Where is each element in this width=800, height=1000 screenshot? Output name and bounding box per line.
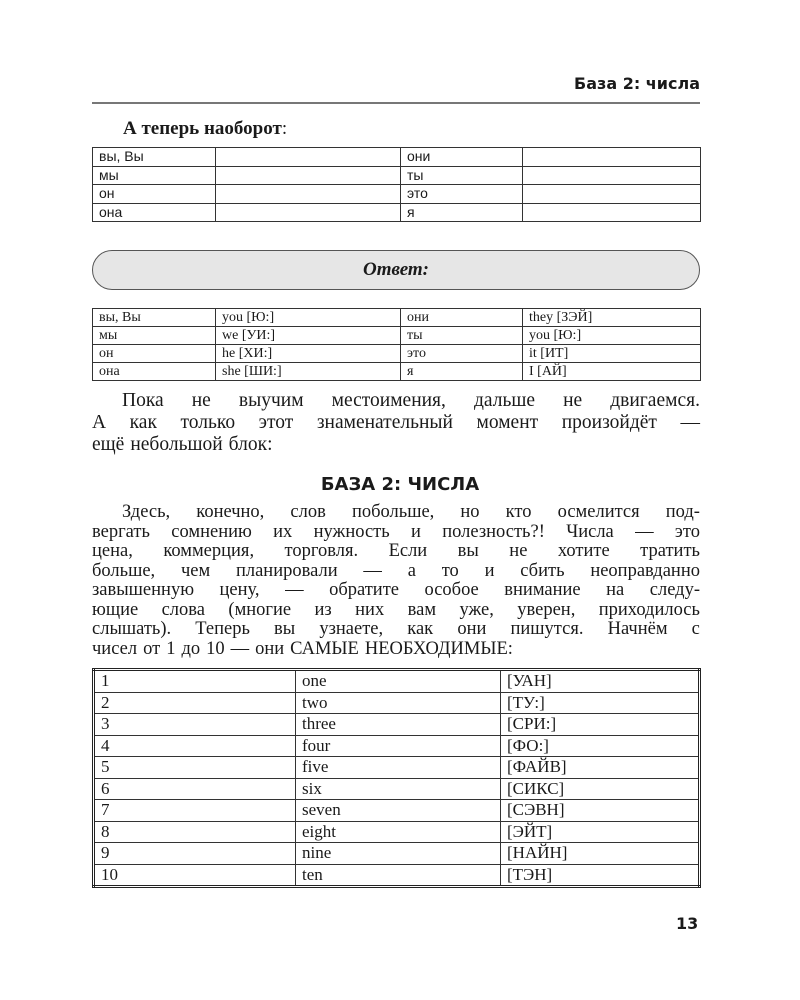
word: чисел [92,638,138,659]
table-cell: вы, Вы [93,148,216,167]
exercise-title [123,118,287,140]
table-cell: seven [296,800,501,822]
paragraph-1 [92,390,700,456]
word: момент [476,412,539,433]
word: как [407,619,434,639]
word: знаменательный [316,412,453,433]
word: от [143,638,161,659]
word: нужность [313,521,390,542]
table-row [94,670,700,693]
blank-cell [216,148,401,167]
word: — [285,580,304,600]
table-cell: five [296,757,501,779]
table-row [94,778,700,800]
word: на [606,580,625,600]
table-cell: она [93,363,216,381]
word: А [92,412,107,433]
word: не [509,541,528,561]
word: сбить [520,560,565,581]
table-row [94,864,700,887]
text-line [92,562,700,582]
word: вы [274,619,296,639]
table-cell: she [ШИ:] [216,363,401,381]
table-row [94,757,700,779]
blank-cell [523,185,701,204]
section-heading: БАЗА 2: ЧИСЛА [320,474,480,495]
word: — [635,521,654,542]
table-cell: 1 [94,670,296,693]
blank-cell [523,203,701,222]
table-cell: they [ЗЭЙ] [523,309,701,327]
word: особое [424,580,479,600]
word: и [484,560,495,581]
table-cell: 5 [94,757,296,779]
word: кто [505,502,532,522]
header-rule [92,102,700,104]
table-cell: [НАЙН] [501,843,700,865]
word: полезность?! [442,521,545,542]
table-row [94,735,700,757]
page-number: 13 [676,914,699,933]
exercise-title-text: А теперь наоборот [123,118,282,139]
table-cell: это [401,185,523,204]
table-cell: 2 [94,692,296,714]
table-cell: 6 [94,778,296,800]
table-cell: it [ИТ] [523,345,701,363]
table-cell: [СЭВН] [501,800,700,822]
table-row [93,203,701,222]
word: выучим [238,390,304,411]
table-cell: [УАН] [501,670,700,693]
text-line [92,581,700,601]
word: уверен, [517,599,576,620]
word: вергать [92,521,150,542]
table-row [94,714,700,736]
blank-cell [523,166,701,185]
word: их [273,521,293,542]
word: цену, [219,580,260,600]
word: вы [457,541,479,561]
word: как [129,412,157,433]
table-cell: 3 [94,714,296,736]
word: это [674,521,700,542]
word: торговля. [284,541,359,561]
table-row [94,692,700,714]
word: местоимения, [331,390,446,411]
word: неоправданно [590,560,700,581]
word: Теперь [195,619,250,639]
word: небольшой [130,434,223,455]
table-cell: six [296,778,501,800]
table-cell: я [401,363,523,381]
table-row [93,327,701,345]
word: планировали [235,560,338,581]
word: с [691,619,700,639]
table-cell: 7 [94,800,296,822]
table-cell: four [296,735,501,757]
table-cell: 4 [94,735,296,757]
blank-cell [216,203,401,222]
table-cell: мы [93,327,216,345]
table-cell: [СРИ:] [501,714,700,736]
word: завышенную [92,580,195,600]
table-cell: они [401,309,523,327]
word: двигаемся. [610,390,700,411]
word: не [563,390,583,411]
text-line [92,620,700,640]
table-cell: ты [401,166,523,185]
word: — [363,560,382,581]
word: из [314,599,332,620]
word: 1 [166,638,176,659]
word: коммерция, [163,541,255,561]
word: обратите [329,580,399,600]
word: только [180,412,236,433]
word: ещё [92,434,125,455]
word: Пока [122,390,164,411]
table-row [94,843,700,865]
table-cell: you [Ю:] [216,309,401,327]
word: сомнению [171,521,252,542]
table-cell: 8 [94,821,296,843]
word: НЕОБХОДИМЫЕ: [364,638,513,659]
blank-cell [216,166,401,185]
table-row [93,345,701,363]
table-cell: [ФАЙВ] [501,757,700,779]
word: вам [407,599,437,620]
table-cell: вы, Вы [93,309,216,327]
table-row [93,185,701,204]
word: ющие [92,599,139,620]
table-cell: one [296,670,501,693]
word: чем [180,560,211,581]
blank-cell [216,185,401,204]
table-cell: nine [296,843,501,865]
numbers-table [92,668,701,888]
word: внимание [504,580,581,600]
word: слова [161,599,205,620]
word: Если [388,541,428,561]
word: Здесь, [122,502,171,522]
word: осмелится [557,502,640,522]
word: произойдёт [561,412,657,433]
table-row [93,363,701,381]
word: (многие [228,599,292,620]
exercise-table [92,147,701,222]
word: узнаете, [319,619,384,639]
table-cell: [ЭЙТ] [501,821,700,843]
word: они [457,619,487,639]
table-cell: ten [296,864,501,887]
word: приходилось [598,599,700,620]
word: хотите [557,541,610,561]
word: цена, [92,541,133,561]
word: они [255,638,285,659]
table-cell: two [296,692,501,714]
text-line [92,523,700,543]
table-cell: мы [93,166,216,185]
text-line [92,412,700,434]
table-row [93,309,701,327]
table-cell: you [Ю:] [523,327,701,345]
table-row [93,148,701,167]
table-cell: three [296,714,501,736]
word: до [181,638,201,659]
word: уже, [459,599,494,620]
table-cell: 10 [94,864,296,887]
table-cell: она [93,203,216,222]
table-cell: eight [296,821,501,843]
word: Числа [566,521,614,542]
word: то [441,560,459,581]
word: этот [258,412,294,433]
word: блок: [228,434,273,455]
table-cell: [ТУ:] [501,692,700,714]
table-row [94,821,700,843]
text-line [92,503,700,523]
answer-table [92,308,701,381]
word: но [460,502,480,522]
word: тратить [640,541,700,561]
table-cell: он [93,185,216,204]
word: больше, [92,560,156,581]
word: — [230,638,250,659]
word: — [680,412,700,433]
table-cell: это [401,345,523,363]
word: а [407,560,416,581]
word: пишутся. [510,619,584,639]
word: под- [665,502,700,522]
text-line [92,601,700,621]
table-row [93,166,701,185]
text-line [92,542,700,562]
table-cell: [СИКС] [501,778,700,800]
answer-banner: Ответ: [92,250,700,290]
word: конечно, [196,502,265,522]
word: них [355,599,385,620]
word: дальше [473,390,536,411]
blank-cell [523,148,701,167]
text-line [92,390,700,412]
table-cell: [ФО:] [501,735,700,757]
table-cell: he [ХИ:] [216,345,401,363]
text-line [92,434,700,456]
word: САМЫЕ [290,638,359,659]
table-cell: I [АЙ] [523,363,701,381]
table-cell: 9 [94,843,296,865]
table-cell: он [93,345,216,363]
word: не [191,390,211,411]
text-line [92,640,700,660]
word: Начнём [607,619,668,639]
word: следу- [649,580,700,600]
word: 10 [206,638,225,659]
word: слышать). [92,619,172,639]
table-cell: we [УИ:] [216,327,401,345]
word: и [411,521,421,542]
word: слов [290,502,326,522]
table-row [94,800,700,822]
word: побольше, [351,502,435,522]
table-cell: ты [401,327,523,345]
running-header: База 2: числа [574,74,700,93]
table-cell: [ТЭН] [501,864,700,887]
table-cell: они [401,148,523,167]
exercise-title-colon: : [281,118,288,139]
table-cell: я [401,203,523,222]
paragraph-2 [92,503,700,659]
